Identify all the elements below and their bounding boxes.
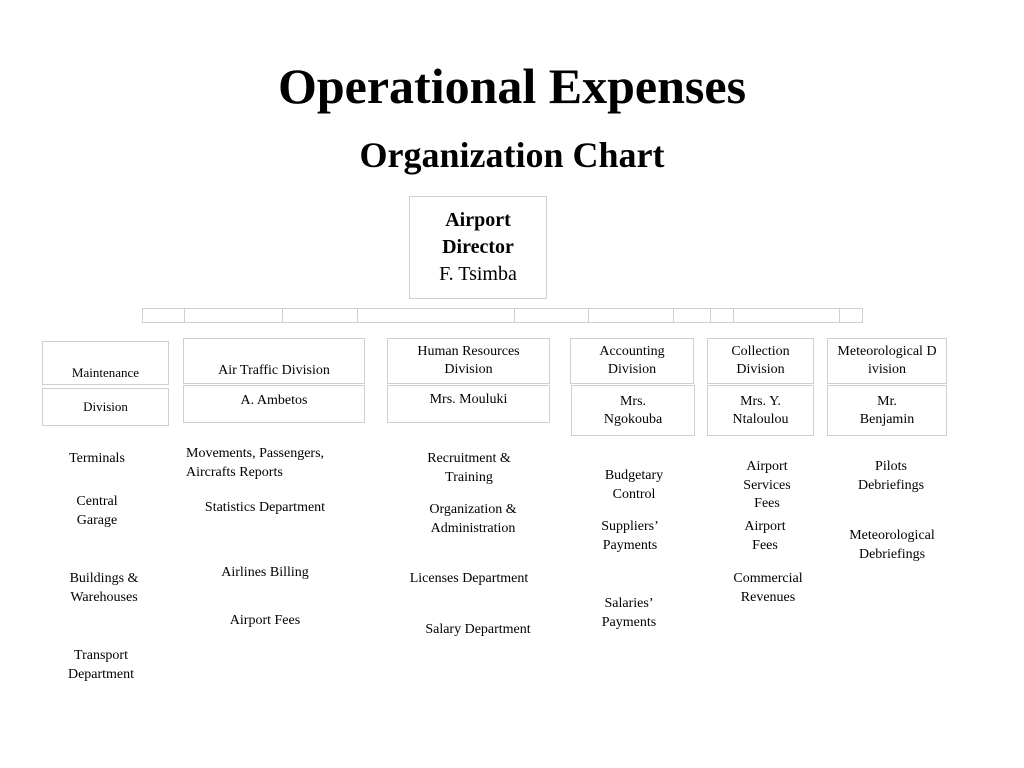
human-resources-item: Salary Department	[425, 622, 531, 637]
collection-head-name: Mrs. Y. Ntaloulou	[732, 393, 789, 427]
connector-tick	[514, 309, 515, 322]
air-traffic-head-name: A. Ambetos	[240, 393, 308, 408]
page-title: Operational Expenses	[277, 58, 747, 114]
director-title-line2: Director	[442, 236, 514, 258]
connector-bar	[142, 308, 863, 323]
air-traffic-item: Airport Fees	[229, 613, 301, 628]
air-traffic-item: Movements, Passengers, Aircrafts Reports	[186, 446, 325, 480]
director-box	[409, 196, 547, 299]
meteorological-item: Pilots Debriefings	[857, 459, 925, 493]
connector-tick	[588, 309, 589, 322]
maintenance-item: Transport Department	[67, 648, 135, 682]
connector-tick	[710, 309, 711, 322]
connector-tick	[282, 309, 283, 322]
collection-item: Commercial Revenues	[733, 571, 803, 605]
meteorological-division-label: Meteorological Division	[837, 344, 937, 377]
accounting-head-box	[571, 385, 695, 436]
meteorological-head-box	[827, 385, 947, 436]
human-resources-division-label: Human Resources Division	[417, 344, 520, 377]
maintenance-item: Central Garage	[76, 494, 118, 528]
air-traffic-head-box	[183, 385, 365, 423]
maintenance-item: Terminals	[69, 451, 125, 466]
human-resources-division-box	[387, 338, 550, 384]
director-title-line1: Airport	[445, 209, 511, 231]
collection-item: Airport Services Fees	[743, 459, 791, 511]
maintenance-item: Buildings & Warehouses	[69, 571, 139, 605]
human-resources-head-box	[387, 385, 550, 423]
meteorological-division-box	[827, 338, 947, 384]
human-resources-item: Organization & Administration	[429, 502, 517, 536]
accounting-item: Budgetary Control	[604, 468, 664, 502]
collection-division-box	[707, 338, 814, 384]
human-resources-item: Licenses Department	[409, 571, 529, 586]
accounting-division-label: Accounting Division	[599, 344, 665, 377]
collection-division-label: Collection Division	[731, 344, 790, 377]
air-traffic-division-box	[183, 338, 365, 384]
accounting-item: Suppliers’ Payments	[601, 519, 659, 553]
meteorological-item: Meteorological Debriefings	[849, 528, 935, 562]
connector-tick	[839, 309, 840, 322]
maintenance-division-box-lower	[42, 388, 169, 426]
accounting-item: Salaries’ Payments	[601, 596, 657, 630]
air-traffic-item: Airlines Billing	[221, 565, 309, 580]
connector-tick	[673, 309, 674, 322]
accounting-division-box	[570, 338, 694, 384]
air-traffic-division-label: Air Traffic Division	[218, 363, 330, 378]
connector-tick	[733, 309, 734, 322]
connector-tick	[357, 309, 358, 322]
maintenance-division-label-lower: Division	[83, 399, 128, 414]
connector-tick	[184, 309, 185, 322]
maintenance-division-label: Maintenance	[71, 365, 140, 380]
meteorological-head-name: Mr. Benjamin	[859, 393, 915, 427]
maintenance-division-box	[42, 341, 169, 385]
air-traffic-item: Statistics Department	[204, 500, 326, 515]
collection-head-box	[707, 385, 814, 436]
accounting-head-name: Mrs. Ngokouba	[603, 393, 663, 427]
collection-item: Airport Fees	[744, 519, 786, 553]
director-name: F. Tsimba	[439, 263, 517, 285]
human-resources-head-name: Mrs. Mouluki	[429, 392, 508, 407]
page-subtitle: Organization Chart	[359, 135, 665, 175]
human-resources-item: Recruitment & Training	[427, 451, 511, 485]
